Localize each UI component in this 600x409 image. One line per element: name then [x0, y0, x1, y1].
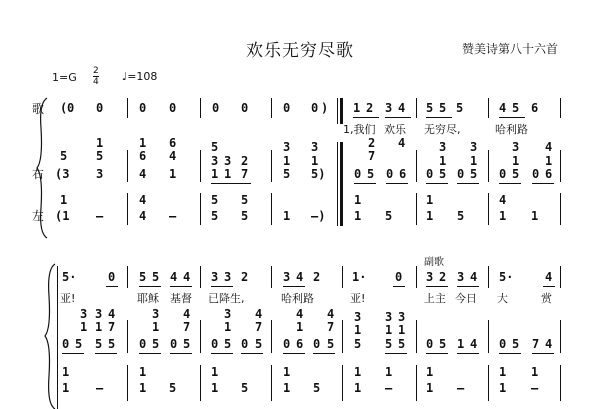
- bar-line: [488, 365, 489, 401]
- chorus-marker: 副歌: [424, 257, 444, 268]
- bar-line: [342, 320, 343, 353]
- beam: [426, 117, 452, 118]
- note: 5: [470, 167, 478, 181]
- note: 1: [169, 167, 177, 181]
- bar-line: [127, 266, 128, 288]
- bar-line: [416, 193, 417, 225]
- note: 1: [426, 209, 434, 223]
- lyric: 1,我们: [343, 123, 376, 136]
- note: 5: [457, 209, 465, 223]
- repeat-bar-thin: [337, 142, 338, 226]
- note: –: [96, 209, 104, 223]
- note: 5: [241, 209, 249, 223]
- bar-line: [127, 150, 128, 182]
- note: 1: [385, 365, 393, 379]
- note: –: [457, 381, 465, 395]
- bar-line: [416, 266, 417, 288]
- note: 3: [398, 310, 406, 324]
- note: 7: [327, 320, 335, 334]
- time-signature: [93, 66, 99, 87]
- note: 2: [241, 270, 249, 284]
- note: 1: [439, 154, 447, 168]
- lyric: 亚!: [350, 292, 366, 305]
- note: 5: [241, 193, 249, 207]
- beam: [62, 353, 84, 354]
- lyric: 基督: [170, 292, 192, 305]
- time-signature-bottom: 4: [93, 77, 99, 87]
- note: 4: [470, 270, 478, 284]
- note: 5: [241, 381, 249, 395]
- voice-label: 歌: [32, 102, 45, 116]
- bar-line: [271, 193, 272, 225]
- note: 5: [367, 167, 375, 181]
- note: 3: [354, 310, 362, 324]
- note: 1: [457, 337, 465, 351]
- beam: [211, 353, 233, 354]
- bar-line: [127, 320, 128, 353]
- note: 4: [139, 209, 147, 223]
- lyric: 今日: [455, 292, 477, 305]
- repeat-bar-thin: [337, 98, 338, 124]
- note: 1·: [352, 270, 367, 284]
- note: –: [96, 381, 104, 395]
- lyric: 欢乐: [384, 123, 406, 136]
- note: 3: [224, 270, 232, 284]
- note: 5: [183, 337, 191, 351]
- note: 1: [512, 154, 520, 168]
- beam: [354, 183, 376, 184]
- note: 1: [283, 381, 291, 395]
- note: 0: [139, 337, 147, 351]
- lyric: 亚!: [60, 292, 76, 305]
- page-title: 欢乐无穷尽歌: [246, 41, 354, 61]
- note: 5: [439, 101, 447, 115]
- note: 5): [311, 167, 326, 181]
- note: 1: [426, 365, 434, 379]
- beam: [139, 286, 161, 287]
- note: 4: [139, 167, 147, 181]
- note: 4: [255, 307, 263, 321]
- note: 3: [224, 307, 232, 321]
- note: 0: [457, 167, 465, 181]
- bar-line: [200, 150, 201, 182]
- repeat-bar-thick: [340, 142, 343, 226]
- note: 2: [313, 270, 321, 284]
- note: 5: [60, 149, 68, 163]
- tempo-marking: [122, 70, 157, 83]
- note: 7: [368, 149, 376, 163]
- note: –: [385, 381, 393, 395]
- note: 4: [296, 270, 304, 284]
- tempo-value: =108: [127, 70, 158, 83]
- note: 1: [531, 365, 539, 379]
- note: 7: [255, 320, 263, 334]
- note: 6: [545, 167, 553, 181]
- beam: [95, 353, 117, 354]
- bar-line: [488, 98, 489, 118]
- note: (3: [55, 167, 70, 181]
- note: 0: [313, 337, 321, 351]
- note: 4: [545, 140, 553, 154]
- note: 5: [327, 337, 335, 351]
- bar-line: [200, 320, 201, 353]
- note: 3: [152, 307, 160, 321]
- note: 5: [108, 337, 116, 351]
- note: 4: [183, 307, 191, 321]
- note: 1: [499, 365, 507, 379]
- beam: [139, 353, 161, 354]
- right-hand-label: 右: [32, 167, 45, 181]
- note: 3: [470, 140, 478, 154]
- quarter-note-icon: ♩: [122, 70, 128, 83]
- note: –): [311, 209, 326, 223]
- lyric: 哈利路: [495, 123, 528, 136]
- note: 4: [545, 270, 553, 284]
- note: 1: [224, 167, 232, 181]
- note: 0: [283, 101, 291, 115]
- bar-line: [271, 150, 272, 182]
- note: 3: [224, 154, 232, 168]
- beam: [241, 353, 263, 354]
- note: 0: [354, 167, 362, 181]
- bar-line: [200, 266, 201, 288]
- note: 1: [211, 381, 219, 395]
- note: 5: [354, 337, 362, 351]
- note: 4: [108, 307, 116, 321]
- note: 5: [96, 149, 104, 163]
- bar-line: [560, 365, 561, 401]
- lyric: 无穷尽,: [424, 123, 461, 136]
- note: –: [169, 209, 177, 223]
- note: 0: [386, 167, 394, 181]
- note: 5: [313, 381, 321, 395]
- note: 7: [183, 320, 191, 334]
- beam: [385, 353, 407, 354]
- note: 1: [80, 320, 88, 334]
- note: 1: [139, 365, 147, 379]
- beam: [532, 353, 554, 354]
- repeat-bar-thick: [340, 98, 343, 124]
- note: 3: [283, 140, 291, 154]
- beam: [457, 183, 479, 184]
- note: 0: [283, 337, 291, 351]
- beam: [457, 286, 479, 287]
- key-signature: 1=G: [52, 71, 77, 84]
- note: 1: [426, 193, 434, 207]
- bar-line: [488, 266, 489, 288]
- note: (1: [55, 209, 70, 223]
- note: 3: [80, 307, 88, 321]
- note: 1: [96, 136, 104, 150]
- time-signature-top: 2: [93, 66, 99, 76]
- note: 1: [224, 320, 232, 334]
- lyric: 赏: [541, 292, 552, 305]
- note: 5: [211, 193, 219, 207]
- note: 1: [426, 381, 434, 395]
- note: –: [531, 381, 539, 395]
- bar-line: [416, 150, 417, 182]
- beam: [426, 286, 448, 287]
- note: 5: [75, 337, 83, 351]
- bar-line: [200, 365, 201, 401]
- note: 4: [499, 101, 507, 115]
- bar-line: [271, 98, 272, 118]
- lyric: 已降生,: [208, 292, 245, 305]
- staff-brace-2: [44, 264, 58, 409]
- note: 1: [531, 209, 539, 223]
- note: 5·: [499, 270, 514, 284]
- beam: [283, 286, 305, 287]
- note: 4: [183, 270, 191, 284]
- note: 5: [512, 337, 520, 351]
- note: 5: [211, 209, 219, 223]
- note: 0: [395, 270, 403, 284]
- beam: [353, 117, 379, 118]
- note: 5: [169, 381, 177, 395]
- note: 4: [327, 307, 335, 321]
- note: 7: [108, 320, 116, 334]
- note: 0: [139, 101, 147, 115]
- note: 5: [224, 337, 232, 351]
- note: 4: [545, 337, 553, 351]
- note: 5: [152, 270, 160, 284]
- beam: [313, 353, 335, 354]
- note: 1: [354, 381, 362, 395]
- note: 0: [96, 101, 104, 115]
- bar-line: [560, 320, 561, 353]
- beam: [170, 286, 192, 287]
- note: 4: [170, 270, 178, 284]
- note: 6: [139, 149, 147, 163]
- note: 0: [426, 337, 434, 351]
- note: 4: [139, 193, 147, 207]
- beam: [499, 183, 521, 184]
- system-start-line: [57, 266, 58, 409]
- note: 3: [96, 167, 104, 181]
- note: 2: [368, 136, 376, 150]
- note: 1: [470, 154, 478, 168]
- note: 1: [62, 365, 70, 379]
- bar-line: [560, 193, 561, 225]
- hymn-number: 赞美诗第八十六首: [462, 42, 559, 56]
- note: 0: [499, 337, 507, 351]
- note: 1: [354, 365, 362, 379]
- note: 0: [108, 270, 116, 284]
- note: 1: [139, 381, 147, 395]
- note: 5: [439, 337, 447, 351]
- bar-line: [560, 150, 561, 182]
- note: 1: [211, 167, 219, 181]
- note: (: [60, 101, 68, 115]
- note: 5: [512, 167, 520, 181]
- beam: [543, 286, 555, 287]
- beam: [211, 286, 233, 287]
- beam: [499, 353, 521, 354]
- note: 0: [241, 101, 249, 115]
- note: 1: [398, 323, 406, 337]
- note: 1: [311, 154, 319, 168]
- note: 1: [283, 154, 291, 168]
- bar-line: [416, 365, 417, 401]
- note: 1: [499, 209, 507, 223]
- note: 3: [457, 270, 465, 284]
- note: 6: [296, 337, 304, 351]
- lyric: 上主: [424, 292, 446, 305]
- lyric: 大: [497, 292, 508, 305]
- note: 6: [531, 101, 539, 115]
- bar-line: [200, 98, 201, 118]
- bar-line: [342, 266, 343, 288]
- note: 1: [296, 320, 304, 334]
- note: ): [321, 101, 329, 115]
- beam: [283, 353, 305, 354]
- bar-line: [488, 320, 489, 353]
- bar-line: [560, 98, 561, 118]
- note: 1: [152, 320, 160, 334]
- bar-line: [342, 365, 343, 401]
- note: 1: [499, 381, 507, 395]
- note: 5: [255, 337, 263, 351]
- note: 3: [211, 154, 219, 168]
- note: 2: [439, 270, 447, 284]
- note: 1: [139, 136, 147, 150]
- note: 6: [399, 167, 407, 181]
- beam: [385, 117, 411, 118]
- note: 1: [354, 323, 362, 337]
- note: 4: [398, 101, 406, 115]
- note: 7: [532, 337, 540, 351]
- note: 5: [512, 101, 520, 115]
- note: 5: [398, 337, 406, 351]
- note: 5: [283, 167, 291, 181]
- note: 5: [139, 270, 147, 284]
- note: 4: [169, 149, 177, 163]
- beam: [211, 183, 251, 184]
- note: 0: [499, 167, 507, 181]
- beam: [106, 286, 118, 287]
- beam: [426, 183, 448, 184]
- note: 1: [283, 365, 291, 379]
- bar-line: [488, 150, 489, 182]
- note: 3: [385, 310, 393, 324]
- note: 4: [398, 136, 406, 150]
- note: 0: [67, 101, 75, 115]
- bar-line: [416, 320, 417, 353]
- bar-line: [271, 320, 272, 353]
- note: 2: [366, 101, 374, 115]
- note: 1: [95, 320, 103, 334]
- note: 3: [95, 307, 103, 321]
- note: 5: [439, 167, 447, 181]
- note: 5: [426, 101, 434, 115]
- note: 5: [95, 337, 103, 351]
- bar-line: [488, 193, 489, 225]
- note: 1: [62, 381, 70, 395]
- note: 4: [470, 337, 478, 351]
- note: 1: [354, 209, 362, 223]
- note: 1: [545, 154, 553, 168]
- note: 1: [354, 193, 362, 207]
- note: 1: [353, 101, 361, 115]
- bar-line: [271, 266, 272, 288]
- note: 1: [385, 323, 393, 337]
- left-hand-label: 左: [32, 209, 45, 223]
- note: 3: [311, 140, 319, 154]
- note: 3: [211, 270, 219, 284]
- lyric: 耶稣: [137, 292, 159, 305]
- bar-line: [416, 98, 417, 118]
- note: 5: [385, 209, 393, 223]
- beam: [386, 183, 408, 184]
- note: 2: [241, 154, 249, 168]
- bar-line: [127, 193, 128, 225]
- note: 5: [456, 101, 464, 115]
- note: 3: [439, 140, 447, 154]
- bar-line: [271, 365, 272, 401]
- note: 0: [532, 167, 540, 181]
- note: 5: [211, 140, 219, 154]
- note: 4: [296, 307, 304, 321]
- bar-line: [200, 193, 201, 225]
- note: 7: [241, 167, 249, 181]
- bar-line: [127, 98, 128, 118]
- beam: [393, 286, 405, 287]
- beam: [532, 183, 554, 184]
- bar-line: [127, 365, 128, 401]
- note: 0: [211, 337, 219, 351]
- note: 0: [169, 101, 177, 115]
- note: 1: [211, 365, 219, 379]
- beam: [457, 353, 479, 354]
- note: 0: [426, 167, 434, 181]
- note: 3: [385, 101, 393, 115]
- beam: [426, 353, 448, 354]
- beam: [499, 117, 525, 118]
- note: 6: [169, 136, 177, 150]
- note: 0: [311, 101, 319, 115]
- note: 3: [426, 270, 434, 284]
- note: 5: [385, 337, 393, 351]
- note: 1: [283, 209, 291, 223]
- lyric: 哈利路: [281, 292, 314, 305]
- note: 0: [212, 101, 220, 115]
- bar-line: [560, 266, 561, 288]
- beam: [170, 353, 192, 354]
- note: 5·: [62, 270, 77, 284]
- note: 0: [62, 337, 70, 351]
- note: 0: [241, 337, 249, 351]
- note: 4: [499, 193, 507, 207]
- note: 0: [170, 337, 178, 351]
- note: 1: [60, 193, 68, 207]
- note: 3: [283, 270, 291, 284]
- note: 3: [512, 140, 520, 154]
- note: 5: [152, 337, 160, 351]
